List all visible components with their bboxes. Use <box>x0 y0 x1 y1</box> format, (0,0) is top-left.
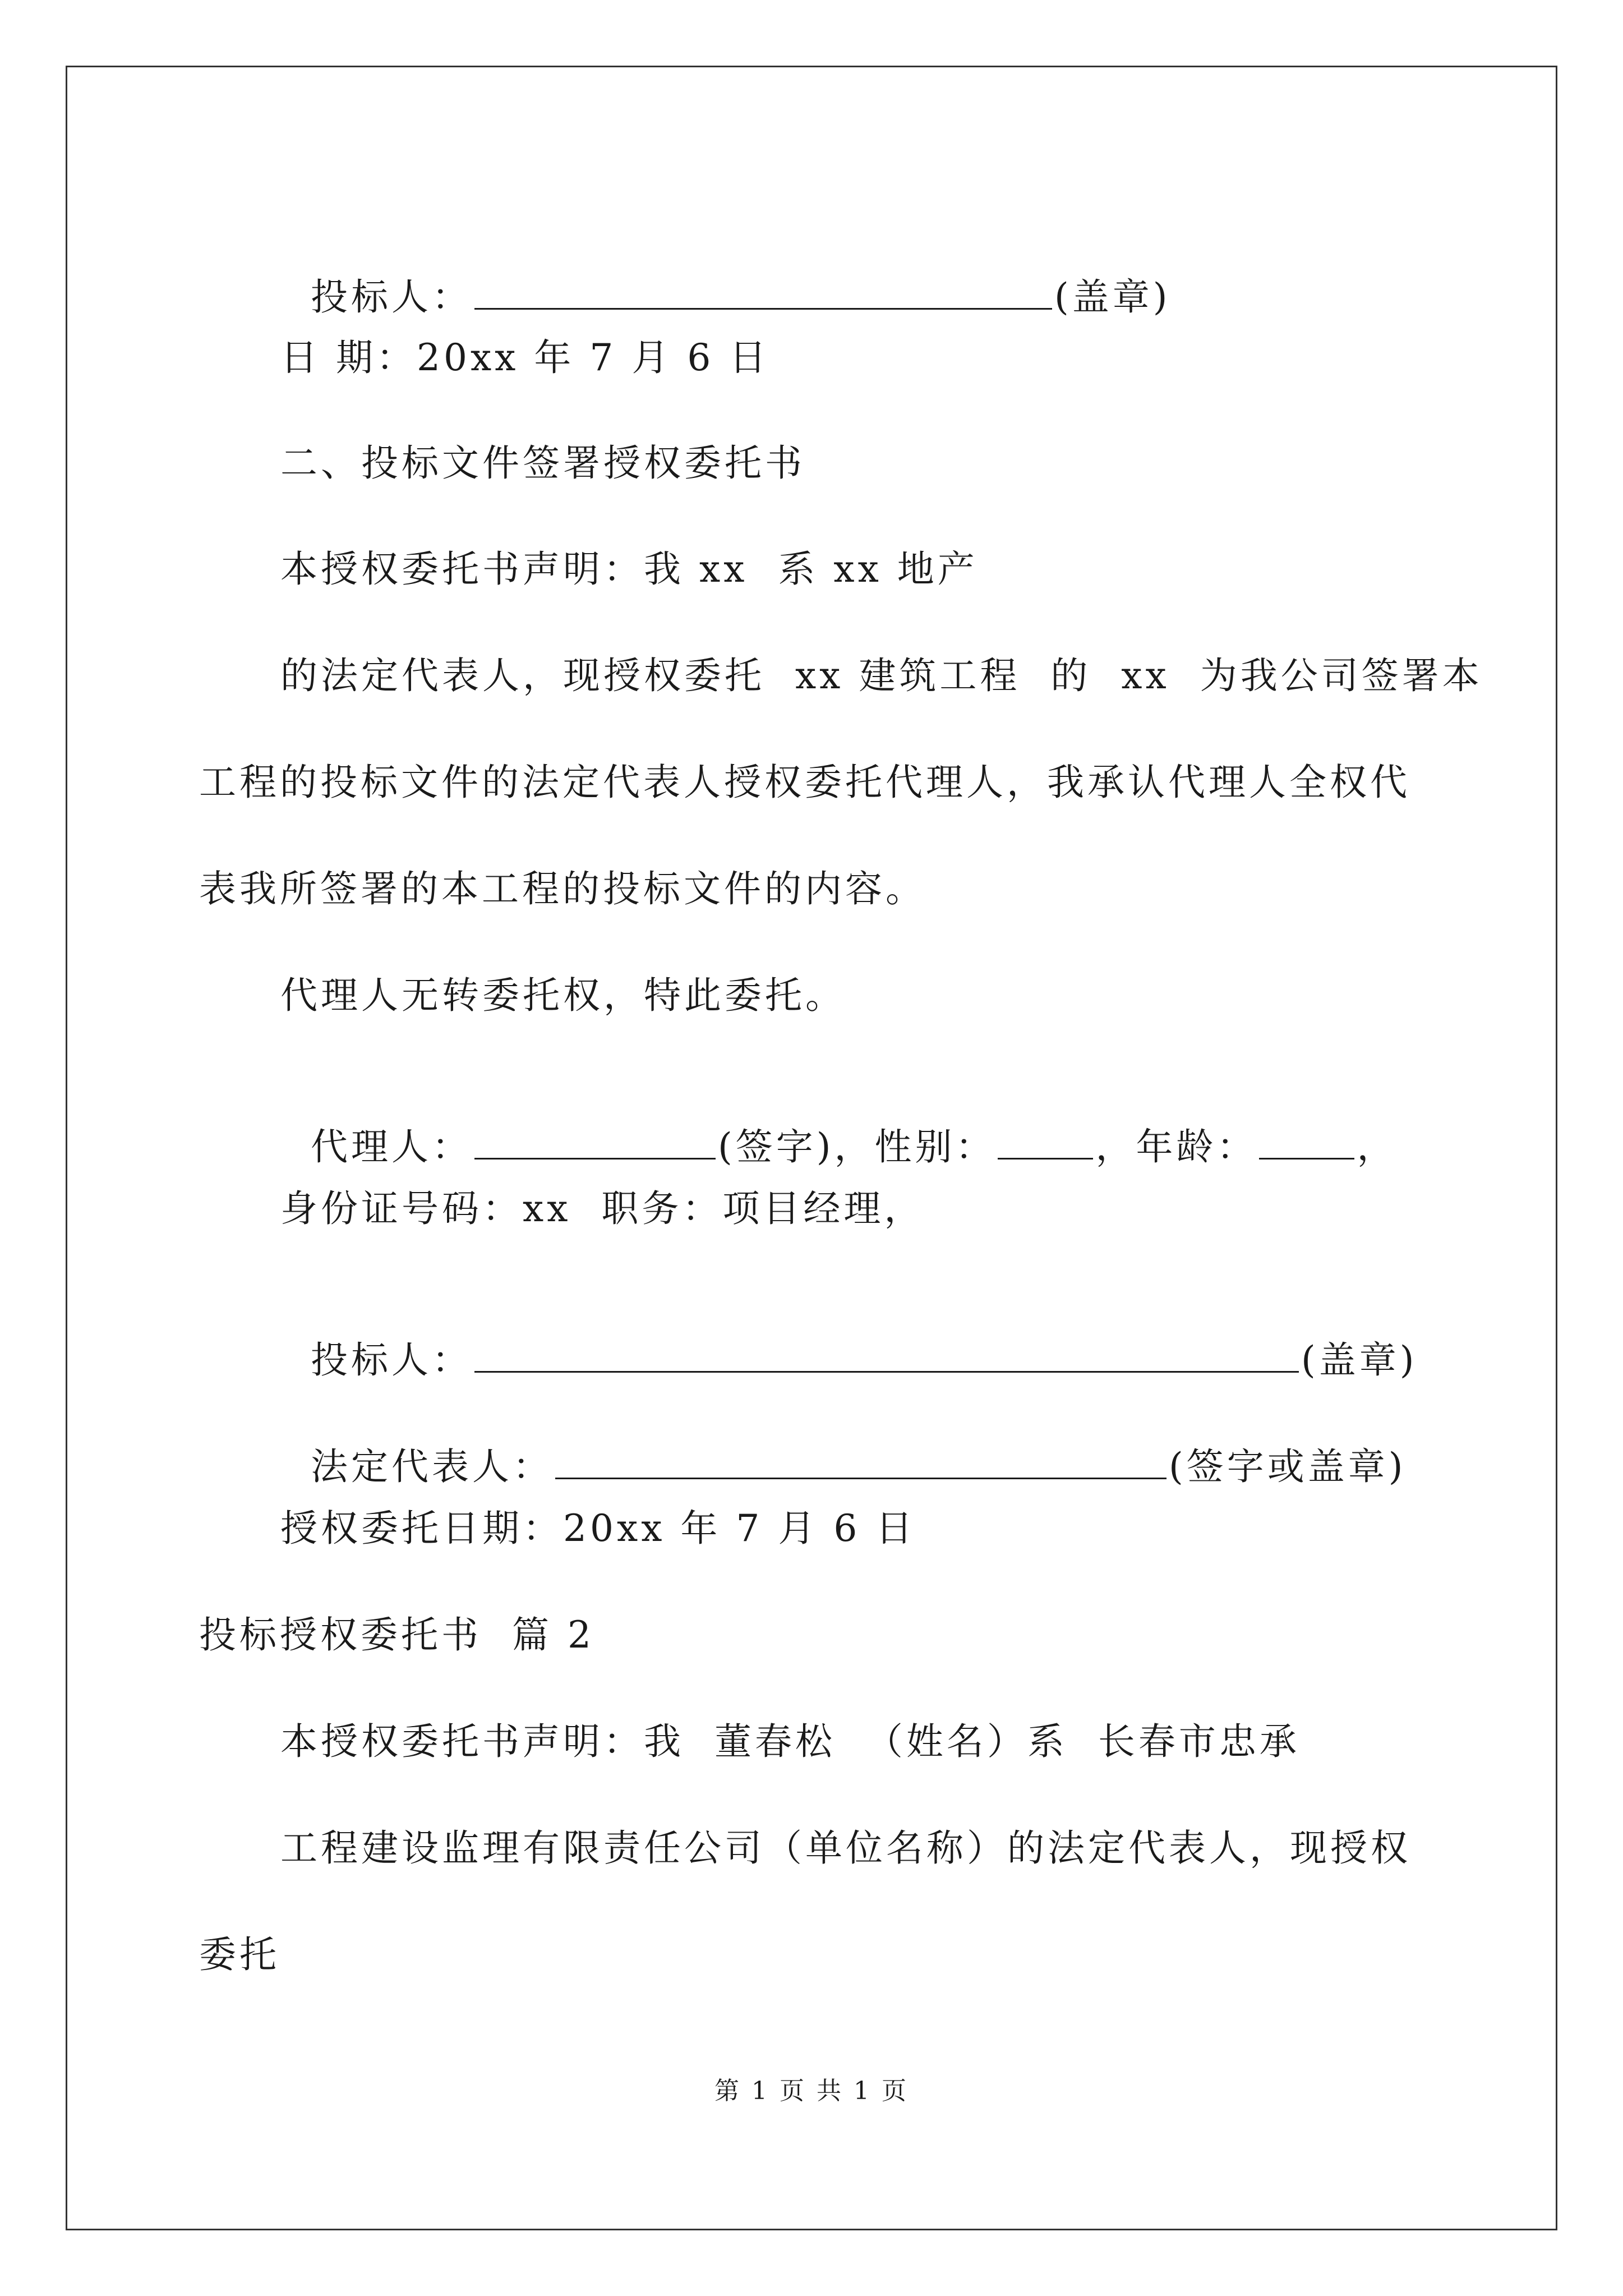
section-title-2: 投标授权委托书 篇 2 <box>199 1613 594 1657</box>
bidder-label: 投标人： <box>310 275 472 319</box>
bidder-seal: (盖章) <box>1301 1338 1418 1382</box>
auth-date-line: 授权委托日期：20xx 年 7 月 6 日 <box>280 1507 916 1550</box>
agent-name-blank <box>474 1129 716 1159</box>
bidder-blank <box>474 279 1052 310</box>
agent-line-end: ， <box>1357 1125 1398 1168</box>
bidder-blank <box>474 1342 1299 1373</box>
agent-line <box>280 1080 1397 1170</box>
section-heading: 二、投标文件签署授权委托书 <box>280 441 805 485</box>
paragraph-line: 表我所签署的本工程的投标文件的内容。 <box>199 867 926 910</box>
no-transfer-line: 代理人无转委托权，特此委托。 <box>280 974 846 1017</box>
bidder-label: 投标人： <box>310 1338 472 1382</box>
agent-sign-gender: (签字)，性别： <box>717 1125 996 1168</box>
age-label: ，年龄： <box>1095 1125 1257 1168</box>
paragraph-line: 委托 <box>199 1933 280 1976</box>
paragraph-line: 的法定代表人，现授权委托 xx 建筑工程 的 xx 为我公司签署本 <box>280 654 1483 697</box>
date-line: 日 期：20xx 年 7 月 6 日 <box>280 336 770 379</box>
age-blank <box>1259 1129 1354 1159</box>
paragraph-line: 工程的投标文件的法定代表人授权委托代理人，我承认代理人全权代 <box>199 761 1410 804</box>
agent-label: 代理人： <box>310 1125 472 1168</box>
legal-rep-sign: (签字或盖章) <box>1168 1445 1407 1488</box>
legal-rep-label: 法定代表人： <box>310 1445 553 1488</box>
paragraph-line: 工程建设监理有限责任公司（单位名称）的法定代表人，现授权 <box>280 1826 1411 1870</box>
bidder-line <box>280 230 1170 320</box>
page-footer: 第 1 页 共 1 页 <box>714 2077 909 2105</box>
statement-line-2: 本授权委托书声明：我 董春松 （姓名）系 长春市忠承 <box>280 1720 1300 1763</box>
bidder-line-2 <box>280 1293 1417 1383</box>
statement-line: 本授权委托书声明：我 xx 系 xx 地产 <box>280 547 978 591</box>
gender-blank <box>998 1129 1093 1159</box>
bidder-seal: (盖章) <box>1054 275 1171 319</box>
id-line: 身份证号码：xx 职务：项目经理， <box>280 1187 925 1230</box>
legal-rep-blank <box>555 1448 1166 1479</box>
legal-rep-line <box>280 1400 1406 1489</box>
